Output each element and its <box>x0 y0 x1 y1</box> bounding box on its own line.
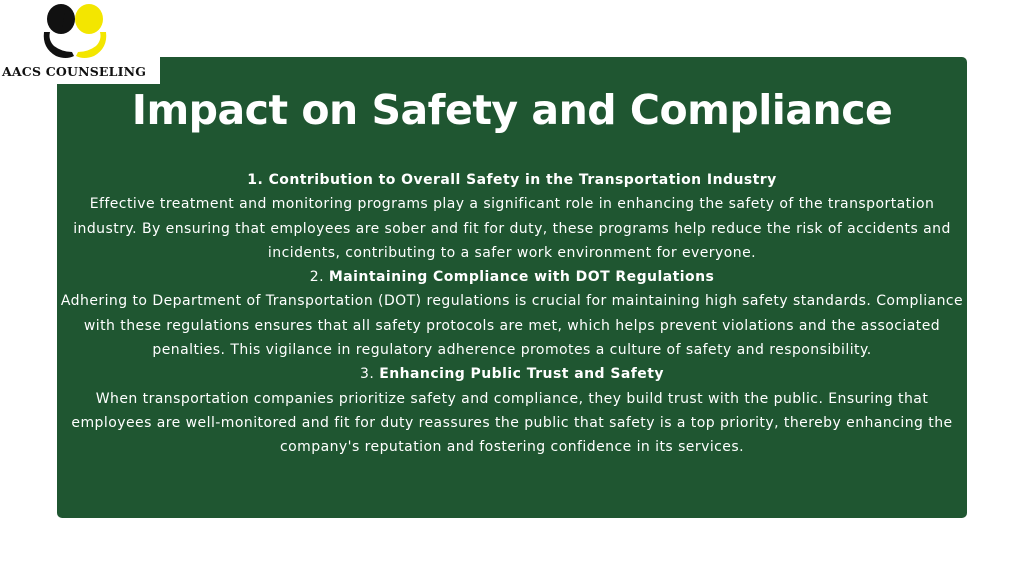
logo-text: AACS COUNSELING <box>2 64 147 79</box>
section-number: 1. <box>247 172 264 188</box>
slide-body <box>60 168 964 460</box>
section-2-heading <box>60 265 964 289</box>
company-logo <box>0 0 160 84</box>
section-3-heading <box>60 362 964 386</box>
section-heading: Contribution to Overall Safety in the Transportation Industry <box>268 172 777 188</box>
section-3-body: When transportation companies prioritize safety and compliance, they build trust with the public. Ensuring that employees are well-monitored and fit for duty reassures the public that safety is a top priority, thereby enhancing the company's reputation and fostering confidence in its services. <box>71 390 953 456</box>
section-1-heading <box>60 168 964 192</box>
section-number: 2. <box>309 269 324 286</box>
two-heads-hands-icon <box>38 2 112 64</box>
section-2-body: Adhering to Department of Transportation (DOT) regulations is crucial for maintaining high safety standards. Compliance with these regulations ensures that all safety protocols are met, which helps prevent violations and the associated penalties. This vigilance in regulatory adherence promotes a culture of safety and responsibility. <box>60 293 964 359</box>
section-1-body: Effective treatment and monitoring programs play a significant role in enhancing the safety of the transportation industry. By ensuring that employees are sober and fit for duty, these programs help reduce the risk of accidents and incidents, contributing to a safer work environment for everyone. <box>73 196 951 261</box>
section-number: 3. <box>360 366 375 383</box>
section-heading: Enhancing Public Trust and Safety <box>379 366 664 383</box>
slide-title: Impact on Safety and Compliance <box>131 86 893 134</box>
section-heading: Maintaining Compliance with DOT Regulations <box>328 269 715 286</box>
